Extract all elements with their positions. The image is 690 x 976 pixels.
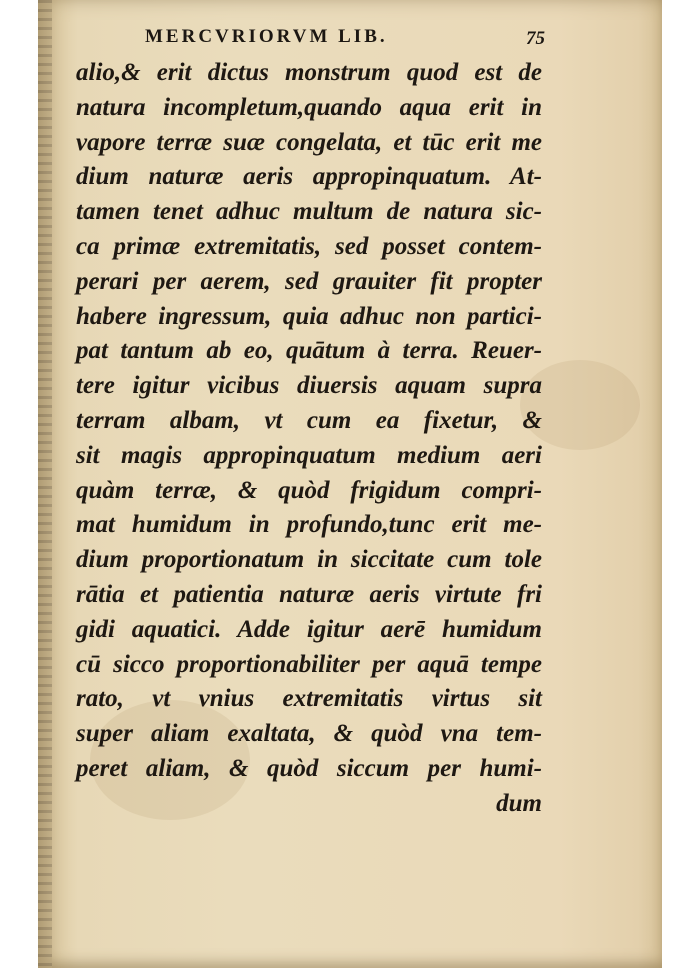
page-header [145,26,545,52]
page-number: 75 [526,28,545,49]
text-line: super aliam exaltata, & quòd vna tem- [76,720,542,748]
text-line: rato, vt vnius extremitatis virtus sit [76,685,542,713]
text-line: terram albam, vt cum ea fixetur, & [76,406,542,434]
text-line: natura incompletum,quando aqua erit in [76,93,542,121]
text-line: pat tantum ab eo, quātum à terra. Reuer- [76,337,542,365]
running-head: MERCVRIORVM LIB. [145,26,388,47]
text-line: habere ingressum, quia adhuc non partici- [76,302,542,330]
text-line: quàm terræ, & quòd frigidum compri- [76,476,542,504]
text-line: perari per aerem, sed grauiter fit propter [76,267,542,295]
text-line: cū sicco proportionabiliter per aquā tempe [76,650,542,678]
text-line: peret aliam, & quòd siccum per humi- [76,754,542,782]
text-line: rātia et patientia naturæ aeris virtute fri [76,580,542,608]
text-line: tamen tenet adhuc multum de natura sic- [76,198,542,226]
text-line: tere igitur vicibus diuersis aquam supra [76,372,542,400]
text-line: dium proportionatum in siccitate cum tole [76,546,542,574]
text-line: sit magis appropinquatum medium aeri [76,441,542,469]
body-text [76,56,542,822]
text-line: ca primæ extremitatis, sed posset contem- [76,232,542,260]
catchword: dum [496,789,542,817]
text-line: vapore terræ suæ congelata, et tūc erit me [76,128,542,156]
text-line: dium naturæ aeris appropinquatum. At- [76,163,542,191]
text-line: gidi aquatici. Adde igitur aerē humidum [76,615,542,643]
text-line: mat humidum in profundo,tunc erit me- [76,511,542,539]
page-gutter [38,0,52,968]
text-line: alio,& erit dictus monstrum quod est de [76,59,542,86]
